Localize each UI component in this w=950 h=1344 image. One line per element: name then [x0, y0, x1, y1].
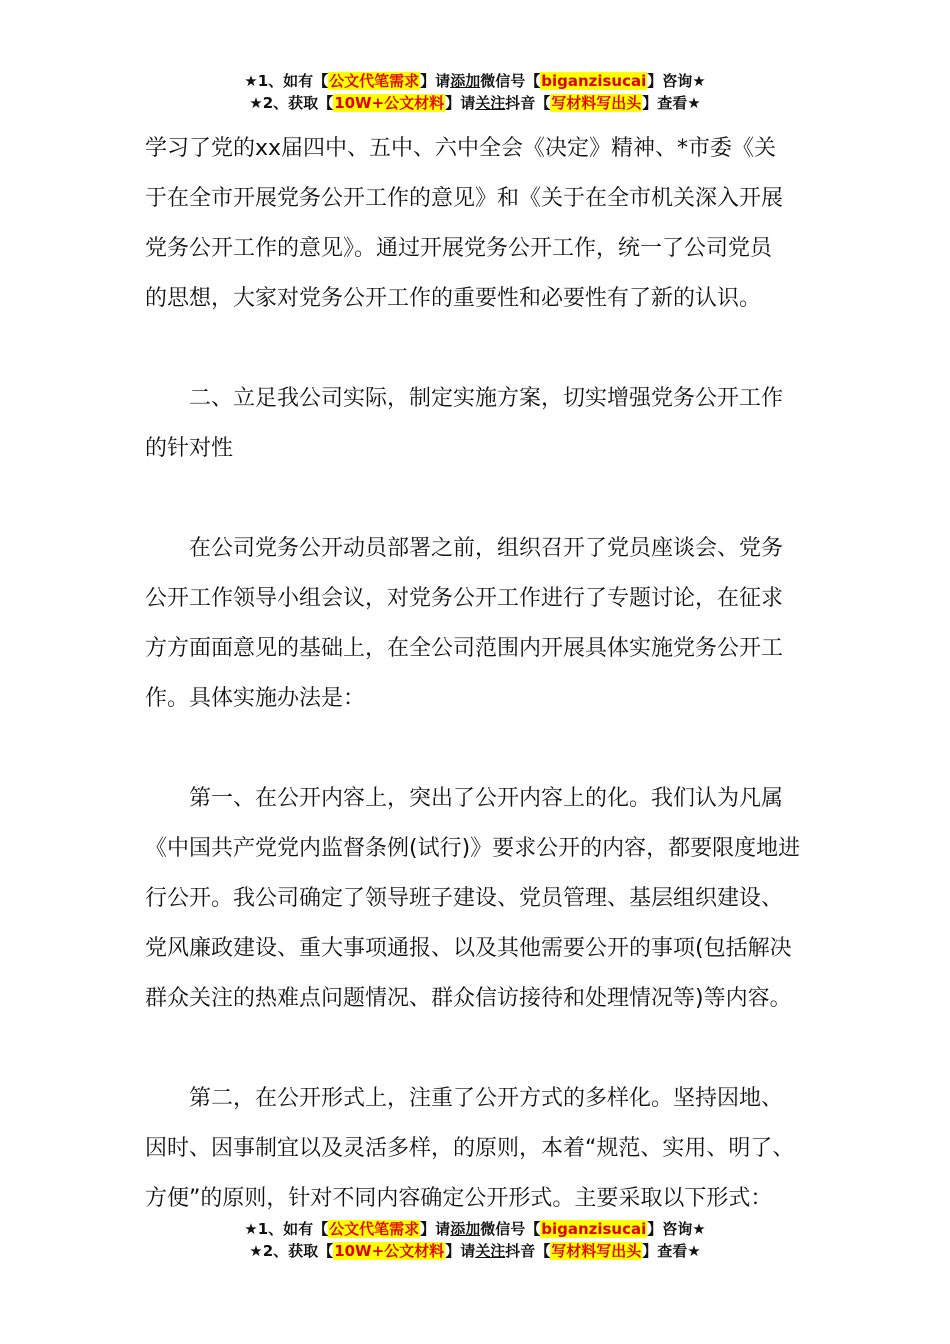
- banner-highlight: biganzisucai: [541, 72, 647, 90]
- text-line: 二、立足我公司实际，制定实施方案，切实增强党务公开工作: [189, 386, 784, 411]
- banner-text: 】查看★: [642, 1242, 701, 1260]
- banner-highlight: 10W+公文材料: [334, 94, 445, 112]
- banner-line-2: [0, 1240, 950, 1262]
- banner-text: 微信号【: [480, 1220, 541, 1238]
- banner-highlight: 写材料写出头: [551, 94, 642, 112]
- banner-text: 】请: [445, 94, 476, 112]
- banner-text: 】咨询★: [647, 1220, 706, 1238]
- banner-text: 】请: [445, 1242, 476, 1260]
- banner-highlight: 写材料写出头: [551, 1242, 642, 1260]
- banner-line-1: [0, 1218, 950, 1240]
- text-line: 行公开。我公司确定了领导班子建设、党员管理、基层组织建设、: [145, 886, 784, 911]
- paragraph-3: [145, 524, 825, 724]
- banner-text: ★2、获取【: [249, 94, 334, 112]
- text-line: 公开工作领导小组会议，对党务公开工作进行了专题讨论，在征求: [145, 586, 784, 611]
- paragraph-4: [145, 774, 825, 1024]
- text-line: 群众关注的热难点问题情况、群众信访接待和处理情况等)等内容。: [145, 986, 792, 1011]
- banner-text: ★1、如有【: [244, 1220, 329, 1238]
- banner-line-2: [0, 92, 950, 114]
- banner-underline: 关注: [475, 1242, 506, 1260]
- text-line: 第一、在公开内容上，突出了公开内容上的化。我们认为凡属: [189, 786, 784, 811]
- banner-highlight: 公文代笔需求: [329, 1220, 420, 1238]
- banner-highlight: biganzisucai: [541, 1220, 647, 1238]
- text-line: 在公司党务公开动员部署之前，组织召开了党员座谈会、党务: [189, 536, 784, 561]
- banner-text: 】请: [420, 1220, 451, 1238]
- header-banner: [0, 70, 950, 114]
- text-line: 于在全市开展党务公开工作的意见》和《关于在全市机关深入开展: [145, 186, 784, 211]
- text-line: 第二，在公开形式上，注重了公开方式的多样化。坚持因地、: [189, 1086, 784, 1111]
- banner-highlight: 公文代笔需求: [329, 72, 420, 90]
- banner-text: ★2、获取【: [249, 1242, 334, 1260]
- text-line: 党风廉政建设、重大事项通报、以及其他需要公开的事项(包括解决: [145, 936, 792, 961]
- banner-text: ★1、如有【: [244, 72, 329, 90]
- section-heading-2: [145, 374, 825, 474]
- text-line: 的思想，大家对党务公开工作的重要性和必要性有了新的认识。: [145, 286, 762, 311]
- paragraph-1: [145, 124, 825, 324]
- banner-text: 抖音【: [505, 1242, 551, 1260]
- text-line: 的针对性: [145, 436, 234, 461]
- banner-line-1: [0, 70, 950, 92]
- text-line: 《中国共产党党内监督条例(试行)》要求公开的内容，都要限度地进: [145, 836, 801, 861]
- banner-underline: 关注: [475, 94, 506, 112]
- footer-banner: [0, 1218, 950, 1262]
- text-line: 因时、因事制宜以及灵活多样，的原则，本着“规范、实用、明了、: [145, 1136, 795, 1161]
- banner-underline: 添加: [450, 1220, 481, 1238]
- banner-text: 】请: [420, 72, 451, 90]
- text-line: 党务公开工作的意见》。通过开展党务公开工作，统一了公司党员: [145, 236, 773, 261]
- banner-underline: 添加: [450, 72, 481, 90]
- banner-text: 抖音【: [505, 94, 551, 112]
- banner-text: 】咨询★: [647, 72, 706, 90]
- paragraph-5: [145, 1074, 825, 1224]
- text-line: 学习了党的xx届四中、五中、六中全会《决定》精神、*市委《关: [145, 136, 777, 161]
- banner-highlight: 10W+公文材料: [334, 1242, 445, 1260]
- document-body: [145, 124, 825, 1224]
- banner-text: 微信号【: [480, 72, 541, 90]
- text-line: 方方面面意见的基础上，在全公司范围内开展具体实施党务公开工: [145, 636, 784, 661]
- text-line: 作。具体实施办法是：: [145, 686, 366, 711]
- banner-text: 】查看★: [642, 94, 701, 112]
- text-line: 方便”的原则，针对不同内容确定公开形式。主要采取以下形式：: [145, 1186, 773, 1211]
